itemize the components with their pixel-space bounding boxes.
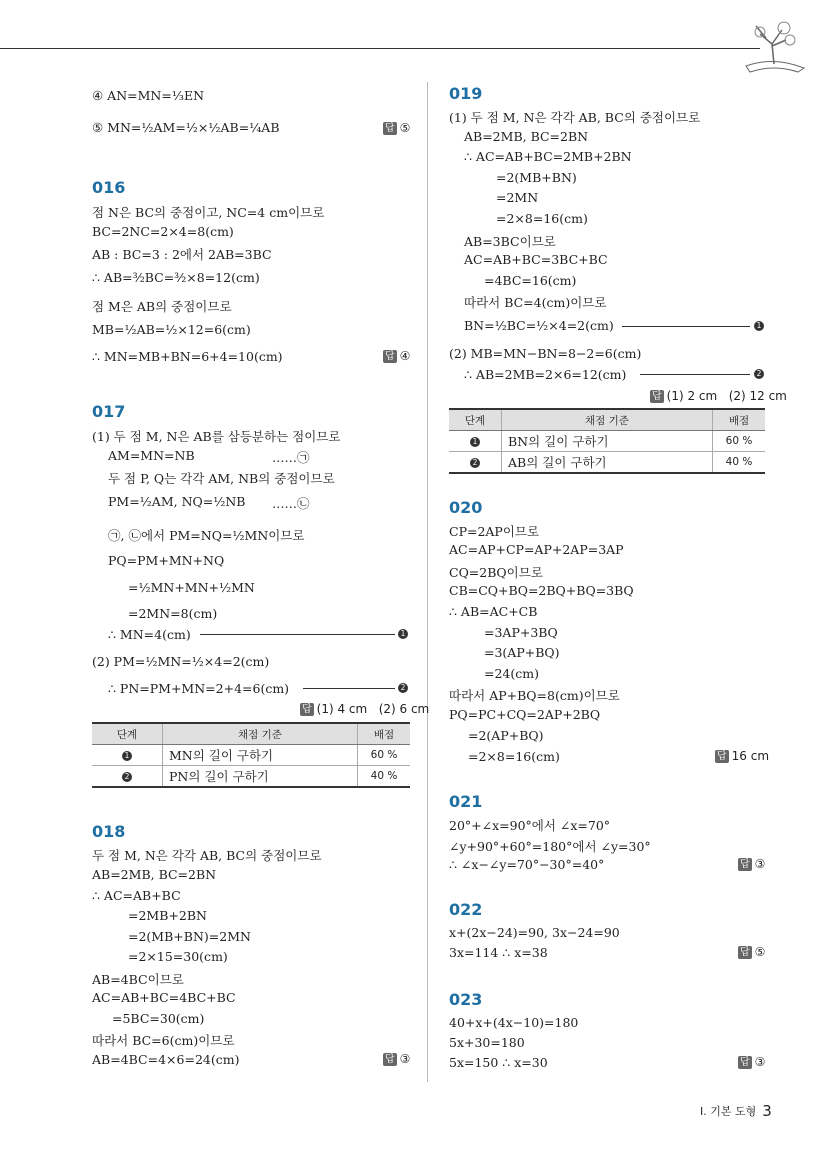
problem-number: 018	[92, 822, 126, 841]
solution-line: AB=3BC이므로	[464, 234, 556, 249]
solution-line: 따라서 BC=4(cm)이므로	[464, 295, 607, 310]
solution-line: =2MB+2BN	[128, 908, 207, 923]
step-rule	[622, 326, 750, 327]
solution-line: =24(cm)	[484, 666, 539, 681]
choice-5: ⑤ MN=½AM=½×½AB=¼AB	[92, 120, 280, 135]
solution-line: =3AP+3BQ	[484, 625, 558, 640]
solution-line: =2(AP+BQ)	[468, 728, 544, 743]
table-row	[92, 766, 410, 788]
solution-line: AB : BC=3 : 2에서 2AB=3BC	[92, 247, 272, 262]
page-footer	[700, 1102, 772, 1120]
section-title: Ⅰ. 기본 도형	[700, 1105, 757, 1118]
table-cell: BN의 길이 구하기	[502, 431, 713, 452]
table-row	[449, 431, 765, 452]
step-mark: 2	[754, 369, 764, 379]
answer-badge: 답 16 cm	[717, 749, 770, 763]
header-rule	[0, 48, 760, 49]
solution-line: AB=2MB, BC=2BN	[464, 129, 589, 144]
solution-line: 20°+∠x=90°에서 ∠x=70°	[449, 818, 611, 833]
table-cell: 60 %	[713, 431, 766, 452]
table-cell: PN의 길이 구하기	[163, 766, 358, 788]
answer-badge: 답 ⑤	[740, 945, 766, 959]
table-row	[92, 745, 410, 766]
solution-line: ㉠, ㉡에서 PM=NQ=½MN이므로	[108, 528, 305, 543]
solution-line: 두 점 P, Q는 각각 AM, NB의 중점이므로	[108, 471, 335, 486]
problem-number: 019	[449, 84, 483, 103]
solution-line: =2(MB+BN)	[496, 170, 577, 185]
solution-line: AB=2MB, BC=2BN	[92, 867, 217, 882]
answer-badge: 답 ⑤	[385, 121, 411, 135]
problem-number: 016	[92, 178, 126, 197]
step-mark: 2	[398, 683, 408, 693]
choice-4: ④ AN=MN=⅓EN	[92, 88, 205, 103]
solution-line: =2MN=8(cm)	[128, 606, 218, 621]
solution-line: ∴ AC=AB+BC	[92, 888, 181, 903]
solution-line: =4BC=16(cm)	[484, 273, 577, 288]
solution-line: =½MN+MN+½MN	[128, 580, 255, 595]
solution-line: (1) 두 점 M, N은 각각 AB, BC의 중점이므로	[449, 110, 701, 125]
solution-line: ∠y+90°+60°=180°에서 ∠y=30°	[449, 839, 651, 854]
solution-line: AB=4BC이므로	[92, 972, 184, 987]
table-cell: 60 %	[358, 745, 411, 766]
solution-line: PQ=PM+MN+NQ	[108, 553, 225, 568]
solution-line: 따라서 AP+BQ=8(cm)이므로	[449, 688, 620, 703]
solution-line: =2MN	[496, 190, 539, 205]
solution-line: ∴ AB=2MB=2×6=12(cm)	[464, 367, 627, 382]
solution-line: AC=AB+BC=4BC+BC	[92, 990, 236, 1005]
step-mark: 2	[470, 458, 480, 468]
solution-line: =2×8=16(cm)	[468, 749, 560, 764]
solution-line: (2) MB=MN−BN=8−2=6(cm)	[449, 346, 642, 361]
solution-line: CQ=2BQ이므로	[449, 565, 543, 580]
step-rule	[200, 634, 395, 635]
problem-number: 023	[449, 990, 483, 1009]
solution-line: 따라서 BC=6(cm)이므로	[92, 1033, 235, 1048]
table-header: 채점 기준	[163, 723, 358, 745]
solution-line: MB=½AB=½×12=6(cm)	[92, 322, 251, 337]
scoring-table	[449, 408, 765, 474]
solution-line: AM=MN=NB	[108, 448, 195, 463]
solution-line: ∴ PN=PM+MN=2+4=6(cm)	[108, 681, 290, 696]
solution-line: 두 점 M, N은 각각 AB, BC의 중점이므로	[92, 848, 322, 863]
problem-number: 022	[449, 900, 483, 919]
problem-number: 017	[92, 402, 126, 421]
solution-line: ∴ MN=4(cm)	[108, 627, 191, 642]
solution-line: 40+x+(4x−10)=180	[449, 1015, 579, 1030]
problem-number: 020	[449, 498, 483, 517]
table-header: 단계	[449, 409, 502, 431]
problem-number: 021	[449, 792, 483, 811]
table-header: 단계	[92, 723, 163, 745]
solution-line: AC=AB+BC=3BC+BC	[464, 252, 608, 267]
table-cell: MN의 길이 구하기	[163, 745, 358, 766]
table-cell: AB의 길이 구하기	[502, 452, 713, 474]
solution-line: PM=½AM, NQ=½NB	[108, 494, 246, 509]
eq-tag: ……㉠	[272, 450, 310, 465]
solution-line: BN=½BC=½×4=2(cm)	[464, 318, 614, 333]
solution-line: ∴ AB=³⁄₂BC=³⁄₂×8=12(cm)	[92, 270, 260, 285]
answer-badge: 답 ③	[740, 857, 766, 871]
answer-badge: 답 (1) 2 cm (2) 12 cm	[652, 389, 787, 403]
solution-line: AC=AP+CP=AP+2AP=3AP	[449, 542, 624, 557]
solution-line: =3(AP+BQ)	[484, 645, 560, 660]
step-rule	[303, 688, 395, 689]
step-rule	[640, 374, 750, 375]
solution-line: 5x=150 ∴ x=30	[449, 1055, 548, 1070]
solution-line: ∴ AB=AC+CB	[449, 604, 538, 619]
table-header: 배점	[358, 723, 411, 745]
tree-decoration-icon	[738, 16, 810, 76]
solution-line: 점 N은 BC의 중점이고, NC=4 cm이므로	[92, 205, 325, 220]
solution-line: =2×15=30(cm)	[128, 949, 228, 964]
answer-badge: 답 ③	[740, 1055, 766, 1069]
solution-line: =5BC=30(cm)	[112, 1011, 205, 1026]
table-header: 배점	[713, 409, 766, 431]
column-divider	[427, 82, 428, 1082]
solution-line: =2(MB+BN)=2MN	[128, 929, 251, 944]
page-number: 3	[762, 1102, 772, 1120]
step-mark: 1	[398, 629, 408, 639]
step-mark: 2	[122, 772, 132, 782]
scoring-table	[92, 722, 410, 788]
solution-line: AB=4BC=4×6=24(cm)	[92, 1052, 240, 1067]
solution-line: (1) 두 점 M, N은 AB를 삼등분하는 점이므로	[92, 429, 341, 444]
solution-line: 3x=114 ∴ x=38	[449, 945, 548, 960]
solution-line: ∴ AC=AB+BC=2MB+2BN	[464, 149, 632, 164]
table-cell: 40 %	[713, 452, 766, 474]
solution-line: CB=CQ+BQ=2BQ+BQ=3BQ	[449, 583, 634, 598]
solution-line: x+(2x−24)=90, 3x−24=90	[449, 925, 620, 940]
solution-line: BC=2NC=2×4=8(cm)	[92, 224, 234, 239]
solution-line: (2) PM=½MN=½×4=2(cm)	[92, 654, 270, 669]
solution-line: CP=2AP이므로	[449, 524, 540, 539]
step-mark: 1	[470, 437, 480, 447]
table-cell: 40 %	[358, 766, 411, 788]
answer-badge: 답 (1) 4 cm (2) 6 cm	[302, 702, 430, 716]
solution-line: =2×8=16(cm)	[496, 211, 588, 226]
solution-line: 5x+30=180	[449, 1035, 525, 1050]
answer-badge: 답 ③	[385, 1052, 411, 1066]
table-header: 채점 기준	[502, 409, 713, 431]
eq-tag: ……㉡	[272, 496, 310, 511]
solution-line: ∴ ∠x−∠y=70°−30°=40°	[449, 857, 605, 872]
answer-badge: 답 ④	[385, 349, 411, 363]
step-mark: 1	[754, 321, 764, 331]
solution-line: 점 M은 AB의 중점이므로	[92, 299, 232, 314]
solution-line: ∴ MN=MB+BN=6+4=10(cm)	[92, 349, 283, 364]
solution-line: PQ=PC+CQ=2AP+2BQ	[449, 707, 601, 722]
table-row	[449, 452, 765, 474]
step-mark: 1	[122, 751, 132, 761]
